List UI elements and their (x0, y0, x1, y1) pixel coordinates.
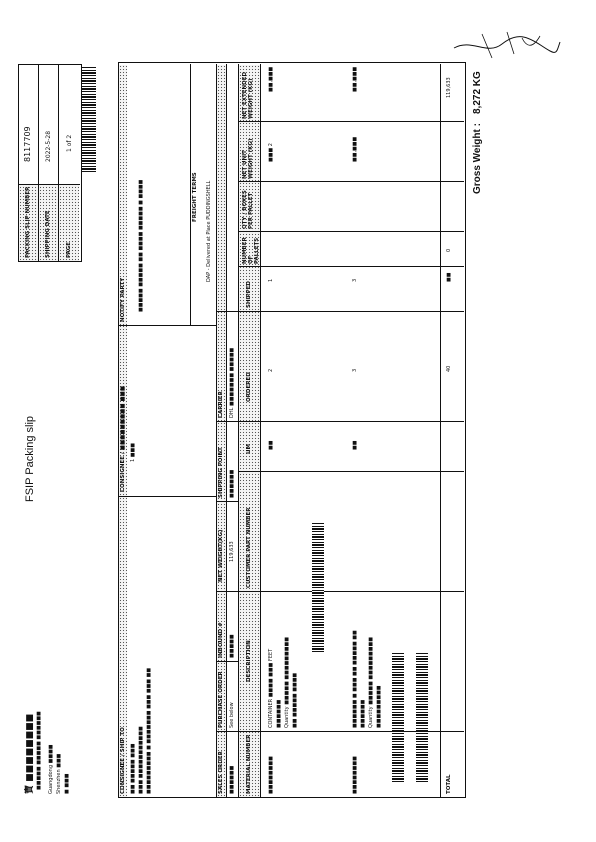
col-per-pallet: QTY / BOXES PER PALLET (242, 190, 254, 229)
consignee-label: CONSIGNEE / SHIP TO (120, 727, 126, 794)
freight-terms-value: DAP - Delivered at Place PUDDINGSHELL (206, 180, 212, 282)
totals-label: TOTAL (446, 774, 452, 794)
col-extended-weight: NET EXTENDED WEIGHT (KG) (242, 71, 254, 119)
totals-extended-weight: 119,633 (446, 77, 452, 98)
row-description-line: Quantity ■■■■■ ■■■■■■■■■ (368, 637, 374, 728)
col-description: DESCRIPTION (246, 640, 252, 682)
seller-address-line: Shenzhen ■■■ (56, 753, 62, 794)
shipping-date-value: 2022-5-28 (45, 130, 52, 162)
consignee-line: ■■ ■■■■■ ■■■ (130, 743, 136, 794)
col-ordered: ORDERED (246, 372, 252, 402)
row-description-line: ■■■■■■ (276, 699, 282, 728)
page-value: 1 of 2 (66, 134, 73, 152)
totals-ordered: 40 (446, 365, 452, 372)
packing-slip-number-value: 8117709 (23, 126, 32, 162)
document-title: FSIP Packing slip (24, 415, 36, 502)
col-shipped: SHIPPED (246, 281, 252, 308)
shipping-date-label: SHIPPING DATE (45, 210, 51, 258)
packing-slip-number-label: PACKING SLIP NUMBER (25, 186, 31, 258)
row-um: ■■ (352, 440, 358, 450)
company-logo: 寶 ■■■■■■■■ (25, 713, 35, 794)
row-shipped: 1 (268, 278, 274, 282)
row-extended-weight: ■■,■■■ (268, 66, 274, 92)
seller-address-line: Guangdong ■■■■ (48, 744, 54, 794)
freight-terms-label: FREIGHT TERMS (192, 172, 198, 222)
row-ordered: 3 (352, 368, 358, 372)
col-customer-part: CUSTOMER PART NUMBER (246, 507, 252, 588)
carrier-value: DHL ■■■■■■■ ■■■■■ (229, 347, 235, 418)
row-shipped: 3 (352, 278, 358, 282)
net-weight-value: 119,633 (229, 541, 235, 562)
notify-party-line: ■■■■■ ■■■■■ ■■ ■■■■ ■■■■■ ■ ■■■■ (138, 179, 144, 312)
row-barcode (392, 652, 404, 782)
inbound-label: INBOUND # (218, 622, 224, 658)
row-barcode (312, 522, 324, 652)
totals-pallets: 0 (446, 248, 452, 252)
gross-weight-value: 8,272 KG (472, 71, 483, 114)
header-barcode (82, 66, 96, 172)
company-logo-subtitle: ■■■■■ ■■■■■ ■■■■■■ (36, 711, 42, 790)
row-material: ■■■■■■■■ (268, 756, 274, 794)
seller-address-line: ■ ■■■ (64, 773, 70, 794)
consignee-right-value: 1 ■■■ (130, 443, 136, 462)
row-extended-weight: ■■,■■■ (352, 66, 358, 92)
purchase-order-label: PURCHASE ORDER (218, 671, 224, 728)
shipping-point-value: ■■■■■■ (229, 469, 235, 498)
row-description-line: ■■■■■■ ■ ■■■ ■■ ■■■■■ ■■ (352, 630, 358, 728)
row-description-line: Quantity ■■■■■ ■■■■■■■■■ (284, 637, 290, 728)
col-material-number: MATERIAL NUMBER (246, 734, 252, 794)
consignee-line: ■■■■■■■■■ ■ ■■■■■■■ ■■■ ■■■ ■■ (146, 667, 152, 794)
row-description-line: CONTAINER ■■■■ ■■■ FEET (268, 648, 274, 728)
gross-weight-label: Gross Weight : (472, 123, 483, 194)
shipping-point-label: SHIPPING POINT (218, 447, 224, 498)
page-label: PAGE (66, 241, 72, 258)
sales-order-label: SALES ORDER (218, 751, 224, 794)
notify-party-label: NOTIFY PARTY (120, 277, 126, 322)
totals-shipped: ■■ (446, 272, 452, 282)
row-description-line: ■■ ■■■■■ ■■■■ (292, 672, 298, 728)
consignee-right-label: CONSIGNEE / ■■■■■■■■■ ■■■ (120, 385, 126, 492)
row-um: ■■ (268, 440, 274, 450)
sales-order-value: ■■■■■■ (229, 765, 235, 794)
row-material: ■■■■■■■■ (352, 756, 358, 794)
consignee-line: ■■■ ■■■■■■■■■■■ (138, 726, 144, 794)
row-description-line: ■■■■■■ (360, 699, 366, 728)
row-barcode (416, 652, 428, 782)
net-weight-label: NET WEIGHT(KG) (218, 529, 224, 582)
carrier-label: CARRIER (218, 391, 224, 418)
col-unit-weight: NET UNIT WEIGHT (KG) (242, 138, 254, 179)
row-ordered: 2 (268, 368, 274, 372)
col-pallets: NUMBER OF PALLETS (242, 237, 260, 264)
row-unit-weight: ■■■ 2 (268, 143, 274, 162)
row-unit-weight: ■■,■■■ (352, 136, 358, 162)
purchase-order-value: See below (229, 702, 235, 728)
inbound-value: ■■■■■ (229, 634, 235, 658)
col-um: UM (246, 444, 252, 454)
row-description-line: ■■■■■■■■■ (376, 685, 382, 728)
